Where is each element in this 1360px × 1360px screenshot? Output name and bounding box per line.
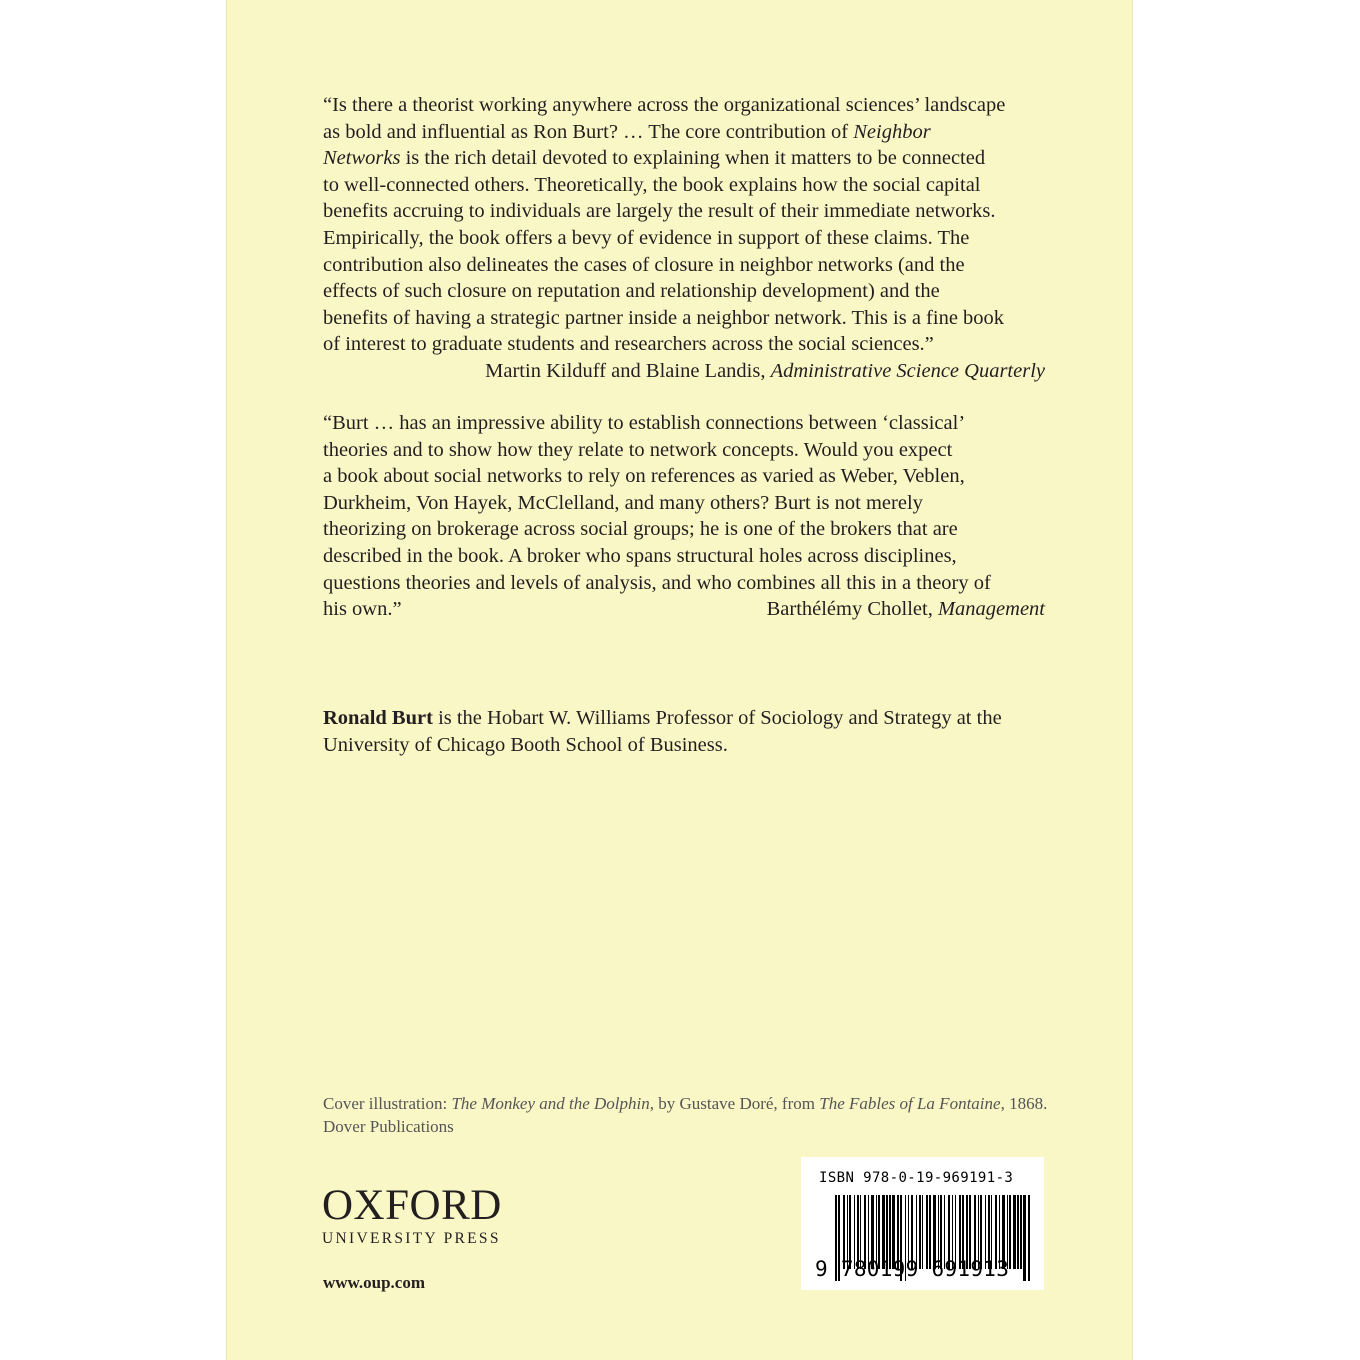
- barcode-digits: 9 780199 691913: [815, 1257, 1010, 1281]
- barcode-bar: [1009, 1195, 1011, 1269]
- quote-line: “Burt … has an impressive ability to establish connections between ‘classical’: [323, 412, 966, 434]
- credit-line: Dover Publications: [323, 1117, 454, 1136]
- book-title-italic: Neighbor: [853, 120, 931, 143]
- isbn-label: ISBN 978-0-19-969191-3: [819, 1170, 1014, 1186]
- logo-oxford-wordmark: OXFORD: [322, 1182, 502, 1229]
- quote-text: is the rich detail devoted to explaining when it matters to be connected: [400, 147, 986, 170]
- quote-line: theories and to show how they relate to network concepts. Would you expect: [323, 438, 953, 461]
- back-cover: [226, 0, 1133, 1360]
- quote-line: described in the book. A broker who spans structural holes across disciplines,: [323, 544, 957, 567]
- cover-illustration-credit: [323, 1092, 1047, 1138]
- quote-line: questions theories and levels of analysis, and who combines all this in a theory of: [323, 571, 991, 594]
- credit-year: , 1868.: [1000, 1094, 1048, 1113]
- credit-line: [323, 1092, 1047, 1115]
- quote-line: to well-connected others. Theoretically, the book explains how the social capital: [323, 173, 981, 196]
- isbn-barcode-box: [801, 1157, 1044, 1290]
- bio-line: University of Chicago Booth School of Business.: [323, 733, 728, 756]
- barcode-bar: [1028, 1195, 1030, 1281]
- logo-university-press: UNIVERSITY PRESS: [322, 1230, 501, 1247]
- quote-line: theorizing on brokerage across social groups; he is one of the brokers that are: [323, 518, 958, 541]
- book-title-italic: Networks: [323, 147, 401, 170]
- quote-line: Durkheim, Von Hayek, McClelland, and many others? Burt is not merely: [323, 491, 923, 514]
- quote-line: of interest to graduate students and researchers across the social sciences.”: [323, 333, 934, 356]
- author-name: Ronald Burt: [323, 707, 433, 729]
- quote-line: “Is there a theorist working anywhere across the organizational sciences’ landscape: [323, 94, 1006, 116]
- credit-middle: , by Gustave Doré, from: [649, 1094, 820, 1113]
- credit-work: The Monkey and the Dolphin: [451, 1094, 650, 1113]
- barcode-bar: [1017, 1195, 1019, 1269]
- author-bio: [323, 705, 1053, 758]
- barcode-bar: [1020, 1195, 1022, 1269]
- attribution-source: Administrative Science Quarterly: [770, 359, 1045, 382]
- attribution-source: Management: [937, 598, 1045, 621]
- barcode-bar: [1013, 1195, 1016, 1269]
- quote-line: benefits accruing to individuals are largely the result of their immediate networks.: [323, 200, 996, 223]
- quote-attribution: [323, 358, 1045, 385]
- quote-last-line: [323, 596, 1045, 623]
- attribution-name: Barthélémy Chollet,: [766, 598, 938, 621]
- quote-line: [323, 145, 1045, 172]
- quote-text: his own.”: [323, 598, 402, 621]
- bio-text: is the Hobart W. Williams Professor of Sociology and Strategy at the: [432, 707, 1002, 729]
- publisher-website: www.oup.com: [323, 1273, 426, 1292]
- oxford-logo: [322, 1184, 528, 1248]
- quote-line: benefits of having a strategic partner inside a neighbor network. This is a fine book: [323, 306, 1005, 329]
- review-quote-chollet: [323, 410, 1045, 623]
- quote-line: Empirically, the book offers a bevy of evidence in support of these claims. The: [323, 226, 970, 249]
- quote-line: contribution also delineates the cases of closure in neighbor networks (and the: [323, 253, 965, 276]
- credit-source: The Fables of La Fontaine: [819, 1094, 1001, 1113]
- quote-line: a book about social networks to rely on references as varied as Weber, Veblen,: [323, 465, 965, 488]
- attribution-name: Martin Kilduff and Blaine Landis,: [485, 359, 771, 382]
- quote-text: as bold and influential as Ron Burt? … The core contribution of: [323, 120, 854, 143]
- review-quote-kilduff: [323, 92, 1045, 385]
- credit-prefix: Cover illustration:: [323, 1094, 452, 1113]
- quote-line: [323, 119, 1045, 146]
- barcode-bar: [1023, 1195, 1026, 1281]
- bio-line: [323, 705, 1053, 732]
- quote-line: effects of such closure on reputation and relationship development) and the: [323, 280, 940, 303]
- quote-attribution: [767, 596, 1045, 623]
